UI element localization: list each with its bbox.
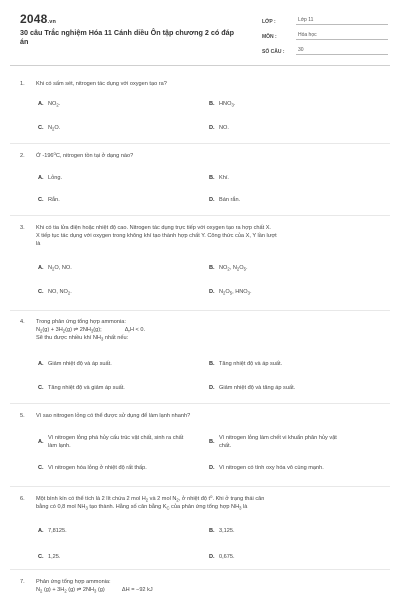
question-number: 3. <box>20 225 25 231</box>
meta-value: 30 <box>296 47 388 55</box>
meta-label: LỚP : <box>262 19 276 25</box>
question-text: Trong phản ứng tổng hợp ammonia: $N_2(g) + 3H_2(g)$ ⇌ $2NH_3(g)$; $\Delta_rH < 0$. Sẽ thu được nhiều khí $NH_3$ nhất nếu: <box>36 319 146 342</box>
question-text: Phản ứng tổng hợp ammonia: $N_2$ $(g) + 3H_2$ (g) ⇌ $2NH_3$ (g) ΔH = −92 kJ <box>36 579 153 594</box>
question-5: 5. Vì sao nitrogen lỏng có thể được sử dụng để làm lạnh nhanh? A. Vì nitrogen lỏng phá hủy cấu trúc vật chất, sinh ra chất làm lạnh. B. Vì nitrogen lỏng làm chết vi khuẩn phân hủy vật chất. C. Vì nitrogen hóa lỏng ở nhiệt độ rất thấp. D. Vì nitrogen có tính oxy hóa vô cùng mạnh. <box>10 412 390 488</box>
question-divider <box>10 403 390 404</box>
question-number: 4. <box>20 319 25 325</box>
header-divider <box>10 65 390 66</box>
question-text: Ở -196$^o$C, nitrogen tồn tại ở dạng nào? <box>36 151 134 159</box>
site-logo[interactable] <box>20 10 56 28</box>
logo-suffix: .vn <box>47 19 57 25</box>
question-divider <box>10 310 390 311</box>
question-text: Vì sao nitrogen lỏng có thể được sử dụng để làm lạnh nhanh? <box>36 413 191 419</box>
meta-value: Lớp 11 <box>296 17 388 25</box>
logo-main: 2048 <box>20 12 48 26</box>
question-text: Một bình kín có thể tích là 2 lít chứa 2 mol $H_2$ và 2 mol $N_2$, ở nhiệt độ $t^o$. Khi ở trạng thái cân bằng có 0,8 mol $NH_3$ tạo thành. Hằng số cân bằng $K_C$ của phản ứng tổng hợp $NH_3$ là <box>36 494 265 511</box>
question-divider <box>10 143 390 144</box>
question-number: 5. <box>20 413 25 419</box>
meta-row-class <box>262 14 388 25</box>
meta-row-subject <box>262 29 388 40</box>
question-6: 6. Một bình kín có thể tích là 2 lít chứa 2 mol $H_2$ và 2 mol $N_2$, ở nhiệt độ $t^o$. Khi ở trạng thái cân bằng có 0,8 mol $NH_3$ tạo thành. Hằng số cân bằng $K_C$ của phản ứng tổng hợp $NH_3$ là A. 7,8125. B. 3,125. C. 1,25. D. 0,675. <box>10 495 390 575</box>
question-divider <box>10 486 390 487</box>
question-4: 4. Trong phản ứng tổng hợp ammonia: $N_2(g) + 3H_2(g)$ ⇌ $2NH_3(g)$; $\Delta_rH < 0$. Sẽ thu được nhiều khí $NH_3$ nhất nếu: A. Giảm nhiệt độ và áp suất. B. Tăng nhiệt độ và áp suất. C. Tăng nhiệt độ và giảm áp suất. D. Giảm nhiệt độ và tăng áp suất. <box>10 318 390 404</box>
question-1: 1. Khi có sấm sét, nitrogen tác dụng với oxygen tạo ra? A. $NO_2$. B. $HNO_3$. C. $N_2O$. D. NO. <box>10 80 390 144</box>
question-number: 1. <box>20 81 25 87</box>
question-divider <box>10 569 390 570</box>
question-3: 3. Khi có tia lửa điện hoặc nhiệt độ cao. Nitrogen tác dụng trực tiếp với oxygen tạo ra hợp chất X. X tiếp tục tác dụng với oxygen trong không khí tạo thành hợp chất Y. Công thức của X, Y lần lượt là A. $N_2O$, NO. B. $NO_2$, $N_2O_5$. C. NO, $NO_2$. D. $N_2O_5$, $HNO_3$. <box>10 224 390 308</box>
meta-label: MÔN : <box>262 34 277 40</box>
meta-value: Hóa học <box>296 32 388 40</box>
question-number: 7. <box>20 579 25 585</box>
question-text: Khi có tia lửa điện hoặc nhiệt độ cao. Nitrogen tác dụng trực tiếp với oxygen tạo ra hợp chất X. X tiếp tục tác dụng với oxygen trong không khí tạo thành hợp chất Y. Công thức của X, Y lần lượt là <box>36 225 277 247</box>
document-title: 30 câu Trắc nghiệm Hóa 11 Cánh diều Ôn tập chương 2 có đáp án <box>20 28 235 46</box>
meta-panel <box>262 14 388 59</box>
question-number: 6. <box>20 496 25 502</box>
meta-row-count <box>262 44 388 55</box>
question-2: 2. Ở -196$^o$C, nitrogen tồn tại ở dạng nào? A. Lỏng. B. Khí. C. Rắn. D. Bán rắn. <box>10 152 390 214</box>
question-number: 2. <box>20 153 25 159</box>
question-7 <box>10 578 390 600</box>
question-divider <box>10 215 390 216</box>
meta-label: SỐ CÂU : <box>262 49 285 55</box>
document-header <box>10 0 390 56</box>
question-text: Khi có sấm sét, nitrogen tác dụng với oxygen tạo ra? <box>36 81 167 87</box>
